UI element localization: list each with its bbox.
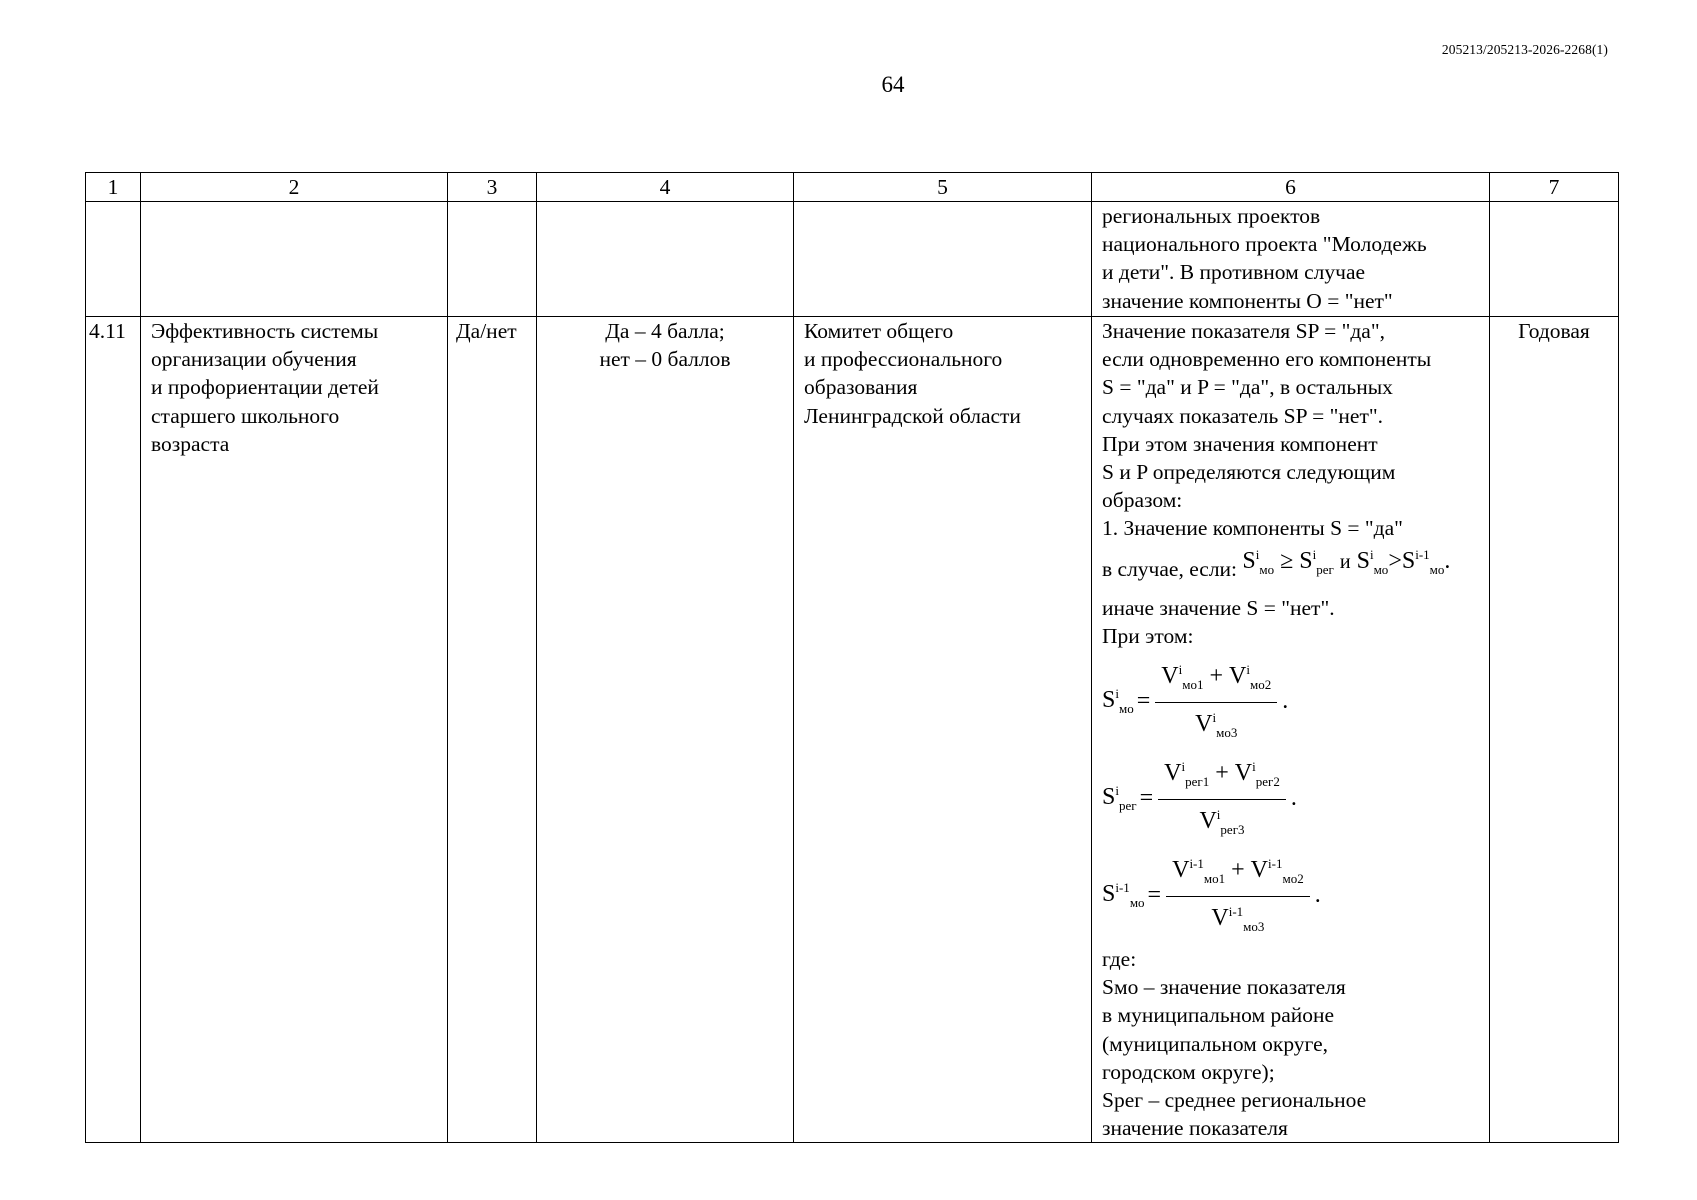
cell-empty bbox=[794, 202, 1092, 317]
column-number: 2 bbox=[141, 173, 448, 202]
text-line: Эффективность системы bbox=[151, 319, 379, 343]
text-line: Комитет общего bbox=[804, 319, 954, 343]
text-line: Да – 4 балла; bbox=[605, 319, 725, 343]
column-number-row bbox=[86, 173, 1619, 202]
text-line: Sмо – значение показателя bbox=[1102, 975, 1346, 1000]
cell-empty bbox=[448, 202, 537, 317]
text-line: национального проекта "Молодежь bbox=[1102, 232, 1427, 257]
column-number: 6 bbox=[1092, 173, 1490, 202]
cell-indicator-name bbox=[141, 317, 448, 1143]
text-line: значение компоненты О = "нет" bbox=[1102, 288, 1393, 313]
text-line: организации обучения bbox=[151, 347, 357, 372]
text-line: нет – 0 баллов bbox=[599, 347, 731, 372]
indicators-table bbox=[85, 172, 1619, 1143]
text-line: Значение показателя SP = "да", bbox=[1102, 319, 1385, 343]
condition-expression: $S^i_{мо} \ge S^i_{рег}$ и $S^i_{мо}>S^{i-1}_{мо}$. bbox=[1242, 546, 1451, 577]
text-line: старшего школьного bbox=[151, 403, 340, 428]
condition-formula bbox=[1102, 546, 1479, 592]
text-line: S и P определяются следующим bbox=[1102, 460, 1396, 485]
text-line: региональных проектов bbox=[1102, 204, 1321, 228]
text-line: значение показателя bbox=[1102, 1116, 1288, 1141]
column-number: 7 bbox=[1490, 173, 1619, 202]
document-code: 205213/205213-2026-2268(1) bbox=[1441, 42, 1608, 57]
cell-empty bbox=[537, 202, 794, 317]
table-row-continued bbox=[86, 202, 1619, 317]
cell-method bbox=[1092, 317, 1490, 1143]
cell-indicator-number: 4.11 bbox=[86, 317, 141, 1143]
text-line: и дети". В противном случае bbox=[1102, 260, 1366, 285]
text-line: При этом: bbox=[1102, 623, 1194, 648]
text-line: возраста bbox=[151, 431, 230, 456]
cell-method-continued bbox=[1092, 202, 1490, 317]
cell-scores bbox=[537, 317, 794, 1143]
text-line: иначе значение S = "нет". bbox=[1102, 595, 1335, 620]
text-line: и профессионального bbox=[804, 347, 1003, 372]
text-line: образом: bbox=[1102, 488, 1183, 513]
text-line: городском округе); bbox=[1102, 1059, 1275, 1084]
text-line: и профориентации детей bbox=[151, 375, 379, 400]
formula-s-mo: $S^i_{мо}$ = $\frac{V^i_{мо1} + V^i_{мо2}}{V^i_{мо3}}$ . bbox=[1102, 656, 1479, 747]
text-line: образования bbox=[804, 375, 918, 400]
cell-unit: Да/нет bbox=[448, 317, 537, 1143]
text-line: При этом значения компонент bbox=[1102, 431, 1378, 456]
cell-periodicity: Годовая bbox=[1490, 317, 1619, 1143]
cell-empty bbox=[86, 202, 141, 317]
text-line: случаях показатель SP = "нет". bbox=[1102, 403, 1384, 428]
condition-prefix: в случае, если: bbox=[1102, 556, 1238, 581]
formula-s-reg: $S^i_{рег}$ = $\frac{V^i_{рег1} + V^i_{рег2}}{V^i_{рег3}}$ . bbox=[1102, 753, 1479, 844]
text-line: где: bbox=[1102, 947, 1137, 972]
text-line: 1. Значение компоненты S = "да" bbox=[1102, 516, 1403, 541]
cell-responsible bbox=[794, 317, 1092, 1143]
page-number: 64 bbox=[881, 72, 905, 97]
cell-empty bbox=[1490, 202, 1619, 317]
cell-empty bbox=[141, 202, 448, 317]
column-number: 4 bbox=[537, 173, 794, 202]
formula-s-mo-prev: $S^{i-1}_{мо}$ = $\frac{V^{i-1}_{мо1} + V^{i-1}_{мо2}}{V^{i-1}_{мо3}}$ . bbox=[1102, 850, 1479, 941]
text-line: в муниципальном районе bbox=[1102, 1003, 1335, 1028]
text-line: (муниципальном округе, bbox=[1102, 1031, 1329, 1056]
text-line: S = "да" и P = "да", в остальных bbox=[1102, 375, 1393, 400]
table-row-4-11 bbox=[86, 317, 1619, 1143]
text-line: Ленинградской области bbox=[804, 403, 1021, 428]
text-line: Sрег – среднее региональное bbox=[1102, 1088, 1367, 1113]
column-number: 3 bbox=[448, 173, 537, 202]
text-line: если одновременно его компоненты bbox=[1102, 347, 1432, 372]
column-number: 1 bbox=[86, 173, 141, 202]
column-number: 5 bbox=[794, 173, 1092, 202]
